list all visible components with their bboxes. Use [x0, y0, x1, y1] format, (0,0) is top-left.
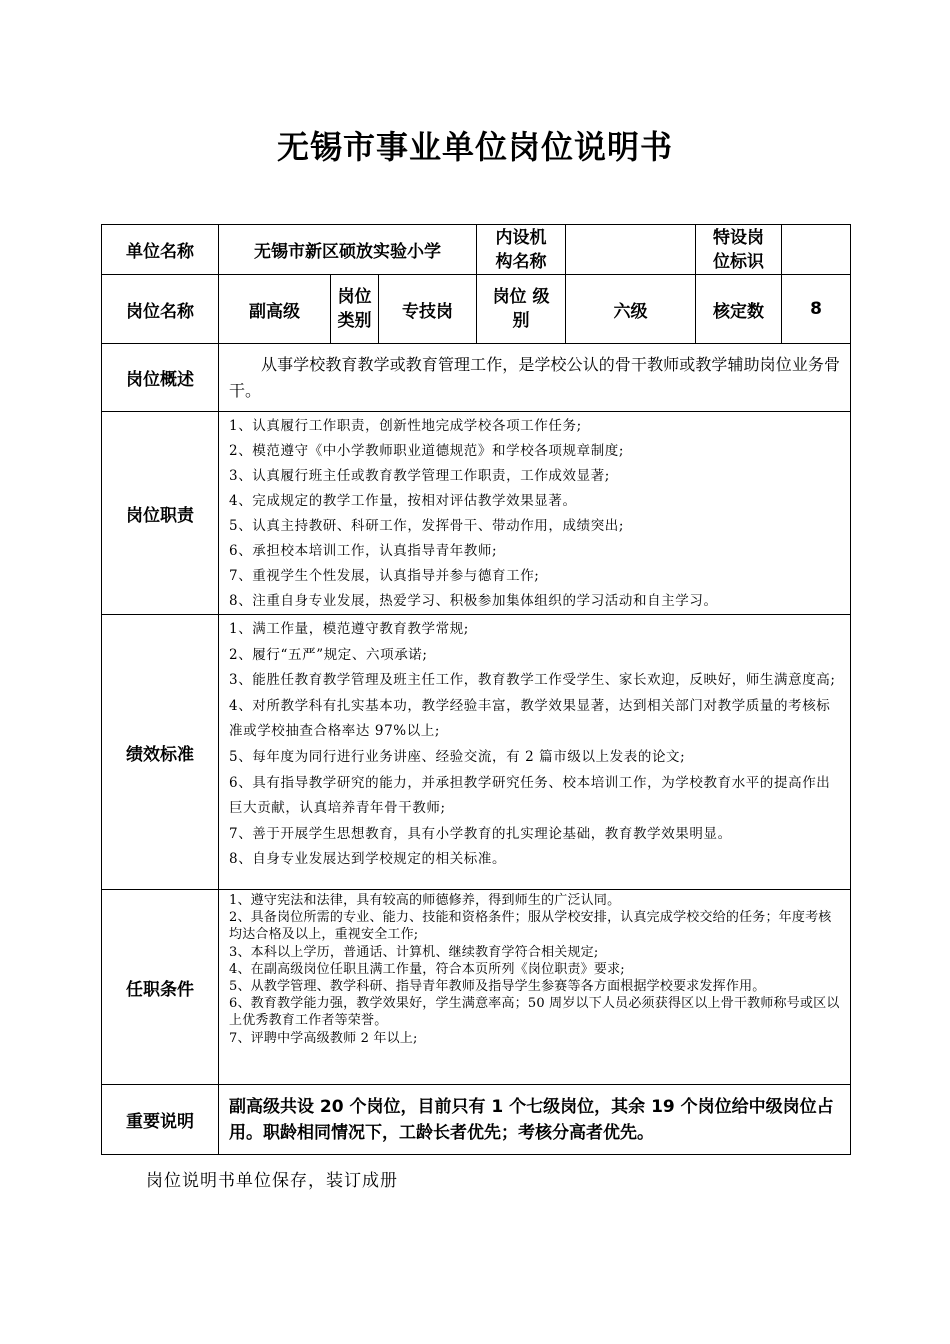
post-category-value: 专技岗: [379, 275, 477, 344]
duties-label: 岗位职责: [102, 412, 219, 615]
duty-item: 8、注重自身专业发展，热爱学习、积极参加集体组织的学习活动和自主学习。: [229, 593, 718, 609]
unit-name-value: 无锡市新区硕放实验小学: [219, 225, 477, 275]
post-category-label-line1: 岗位: [337, 287, 372, 307]
performance-item: 2、履行“五严”规定、六项承诺;: [229, 646, 428, 663]
duty-item: 1、认真履行工作职责，创新性地完成学校各项工作任务;: [229, 418, 582, 434]
job-description-table: [101, 224, 851, 1155]
qualification-item: 1、遵守宪法和法律，具有较高的师德修养，得到师生的广泛认同。: [229, 893, 621, 908]
duty-item: 3、认真履行班主任或教育教学管理工作职责，工作成效显著;: [229, 468, 610, 484]
special-post-label: [696, 225, 782, 275]
performance-item: 6、具有指导教学研究的能力，并承担教学研究任务、校本培训工作，为学校教育水平的提高作出巨大贡献，认真培养青年骨干教师;: [229, 774, 831, 817]
qualification-item: 6、教育教学能力强，教学效果好，学生满意率高；50 周岁以下人员必须获得区以上骨干教师称号或区以上优秀教育工作者等荣誉。: [229, 996, 840, 1029]
performance-item: 4、对所教学科有扎实基本功，教学经验丰富，教学效果显著，达到相关部门对教学质量的考核标准或学校抽查合格率达 97%以上;: [229, 697, 831, 740]
quota-label: 核定数: [696, 275, 782, 344]
post-category-label-line2: 类别: [337, 311, 372, 331]
performance-label: 绩效标准: [102, 615, 219, 890]
performance-item: 8、自身专业发展达到学校规定的相关标准。: [229, 851, 507, 868]
important-note-label: 重要说明: [102, 1085, 219, 1155]
duty-item: 7、重视学生个性发展，认真指导并参与德育工作;: [229, 568, 540, 584]
special-post-label-line2: 位标识: [713, 251, 765, 272]
important-note-text: 副高级共设 20 个岗位，目前只有 1 个七级岗位，其余 19 个岗位给中级岗位占用。职龄相同情况下，工龄长者优先；考核分高者优先。: [219, 1085, 851, 1155]
performance-item: 3、能胜任教育教学管理及班主任工作，教育教学工作受学生、家长欢迎，反映好，师生满意度高;: [229, 672, 836, 689]
qualification-item: 3、本科以上学历，普通话、计算机、继续教育学符合相关规定;: [229, 944, 599, 960]
post-name-label: 岗位名称: [102, 275, 219, 344]
internal-dept-value: [566, 225, 696, 275]
internal-dept-label-line2: 构名称: [495, 251, 547, 272]
qualification-item: 4、在副高级岗位任职且满工作量，符合本页所列《岗位职责》要求;: [229, 961, 625, 977]
post-category-label: [331, 275, 379, 344]
post-name-value: 副高级: [219, 275, 331, 344]
post-level-label: [477, 275, 566, 344]
special-post-label-line1: 特设岗: [713, 227, 765, 248]
internal-dept-label-line1: 内设机: [495, 227, 547, 248]
footer-note: 岗位说明书单位保存，装订成册: [146, 1171, 398, 1191]
duty-item: 6、承担校本培训工作，认真指导青年教师;: [229, 543, 498, 559]
duty-item: 5、认真主持教研、科研工作，发挥骨干、带动作用，成绩突出;: [229, 518, 625, 534]
qualification-item: 7、评聘中学高级教师 2 年以上;: [229, 1030, 418, 1046]
qualifications-list: [219, 890, 851, 1085]
unit-name-label: 单位名称: [102, 225, 219, 275]
performance-item: 1、满工作量，模范遵守教育教学常规;: [229, 621, 469, 637]
performance-list: [219, 615, 851, 890]
post-level-value: 六级: [566, 275, 696, 344]
performance-item: 5、每年度为同行进行业务讲座、经验交流，有 2 篇市级以上发表的论文;: [229, 748, 686, 765]
duty-item: 2、模范遵守《中小学教师职业道德规范》和学校各项规章制度;: [229, 443, 625, 459]
internal-dept-label: [477, 225, 566, 275]
performance-item: 7、善于开展学生思想教育，具有小学教育的扎实理论基础，教育教学效果明显。: [229, 825, 732, 842]
qualification-item: 2、具备岗位所需的专业、能力、技能和资格条件；服从学校安排，认真完成学校交给的任务；年度考核均达合格及以上，重视安全工作;: [229, 910, 832, 943]
overview-label: 岗位概述: [102, 344, 219, 412]
overview-text: 从事学校教育教学或教育管理工作，是学校公认的骨干教师或教学辅助岗位业务骨干。: [219, 344, 851, 412]
qualification-item: 5、从教学管理、教学科研、指导青年教师及指导学生参赛等各方面根据学校要求发挥作用。: [229, 979, 766, 995]
duty-item: 4、完成规定的教学工作量，按相对评估教学效果显著。: [229, 493, 577, 509]
post-level-label-line2: 别: [512, 311, 530, 331]
special-post-value: [782, 225, 851, 275]
quota-value: 8: [782, 275, 851, 344]
post-level-label-line1: 岗位 级: [492, 287, 550, 307]
qualifications-label: 任职条件: [102, 890, 219, 1085]
duties-list: [219, 412, 851, 615]
document-title: 无锡市事业单位岗位说明书: [276, 128, 673, 166]
